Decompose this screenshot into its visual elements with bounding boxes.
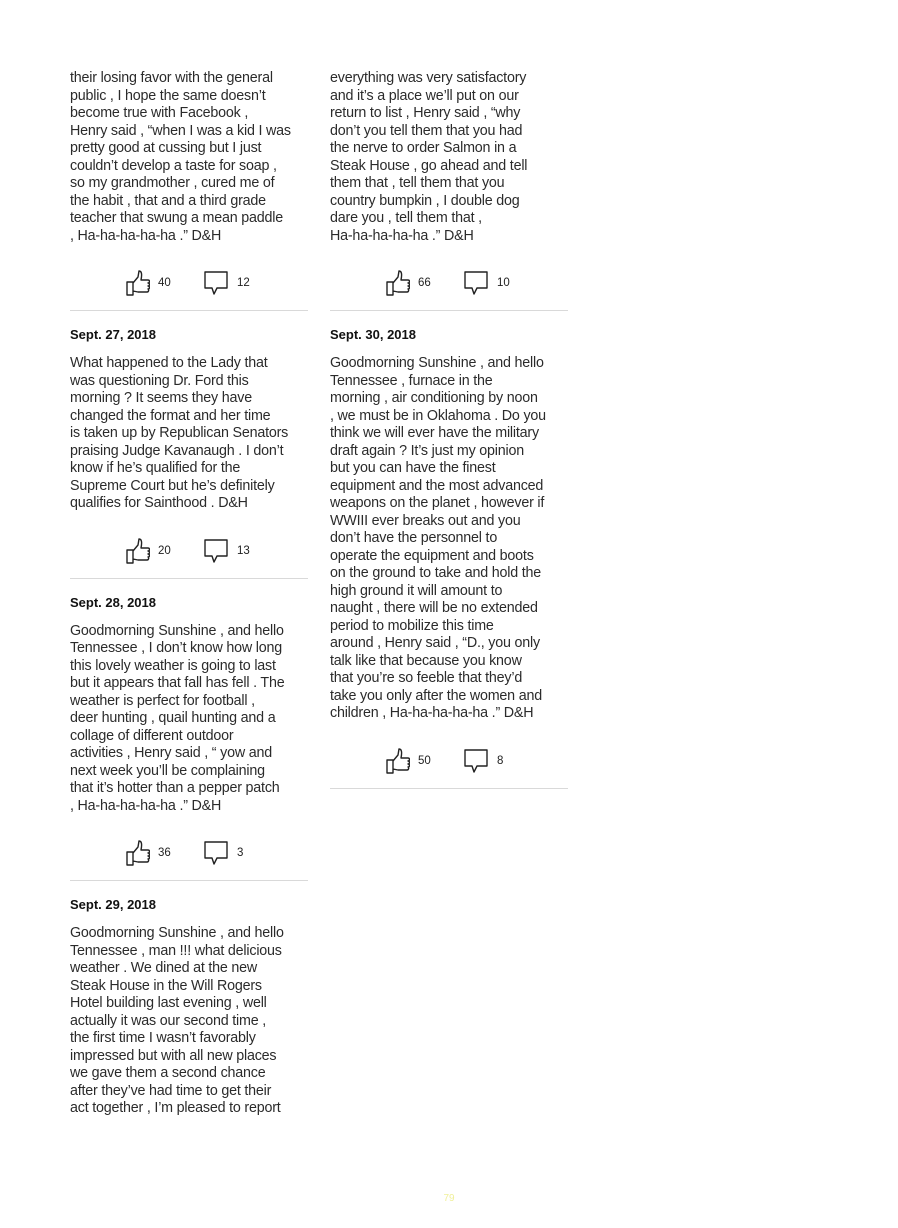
- thumbs-up-icon: [126, 270, 150, 296]
- post-entry: [70, 897, 308, 1118]
- comment-button[interactable]: [463, 746, 503, 776]
- comment-bubble-icon: [203, 269, 229, 297]
- divider: [70, 880, 308, 881]
- like-button[interactable]: [386, 746, 431, 776]
- post-text: Goodmorning Sunshine , and hello Tennessee , furnace in the morning , air conditioning by noon , we must be in Oklahoma . Do you think we will ever have the military draft again ? It’s just my opinion but you can have the finest equipment and the most advanced weapons on the planet , however if WWIII ever breaks out and you don’t have the personnel to operate the equipment and boots on the ground to take and hold the high ground it will amount to naught , there will be no extended period to mobilize this time around , Henry said , “D., you only talk like that because you know that you’re so feeble that they’d take you only after the women and children , Ha-ha-ha-ha-ha .” D&H: [330, 355, 546, 721]
- comment-button[interactable]: [463, 268, 510, 298]
- post-text: Goodmorning Sunshine , and hello Tennessee , man !!! what delicious weather . We dined at the new Steak House in the Will Rogers Hotel building last evening , well actually it was our second time , the first time I wasn’t favorably impressed but with all new places we gave them a second chance after they’ve had time to get their act together , I’m pleased to report: [70, 925, 284, 1116]
- right-column: [330, 70, 568, 789]
- divider: [330, 310, 568, 311]
- post-date: Sept. 28, 2018: [70, 594, 156, 610]
- divider: [330, 788, 568, 789]
- post-stats: [70, 838, 308, 872]
- comment-count: 10: [497, 277, 510, 289]
- comment-button[interactable]: [203, 536, 250, 566]
- like-count: 20: [158, 544, 171, 557]
- post-date: Sept. 27, 2018: [70, 327, 156, 342]
- comment-bubble-icon: [463, 269, 489, 297]
- post-entry: [70, 327, 308, 579]
- comment-bubble-icon: [203, 537, 229, 565]
- like-count: 66: [418, 277, 431, 289]
- comment-button[interactable]: [203, 268, 250, 298]
- comment-bubble-icon: [203, 839, 229, 867]
- comment-count: 13: [237, 544, 250, 557]
- post-stats: [330, 746, 568, 780]
- page-number: 79: [443, 1193, 455, 1204]
- comment-bubble-icon: [463, 747, 489, 775]
- post-stats: [330, 268, 568, 302]
- post-text: What happened to the Lady that was questioning Dr. Ford this morning ? It seems they have changed the format and her time is taken up by Republican Senators praising Judge Kavanaugh . I don’t know if he’s qualified for the Supreme Court but he’s definitely qualifies for Sainthood . D&H: [70, 355, 289, 511]
- like-count: 36: [158, 847, 171, 859]
- comment-button[interactable]: [203, 838, 243, 868]
- post-entry: [330, 70, 568, 311]
- like-count: 40: [158, 277, 171, 289]
- thumbs-up-icon: [126, 840, 150, 866]
- like-count: 50: [418, 754, 431, 767]
- divider: [70, 310, 308, 311]
- comment-count: 12: [237, 277, 250, 289]
- like-button[interactable]: [126, 536, 171, 566]
- post-text: their losing favor with the general public , I hope the same doesn’t become true with Facebook , Henry said , “when I was a kid I was pretty good at cussing but I just couldn’t develop a taste for soap , so my grandmother , cured me of the habit , that and a third grade teacher that swung a mean paddle , Ha-ha-ha-ha-ha .” D&H: [70, 70, 291, 244]
- post-text: everything was very satisfactory and it’s a place we’ll put on our return to list , Henry said , “why don’t you tell them that you had the nerve to order Salmon in a Steak House , go ahead and tell them that , tell them that you country bumpkin , I double dog dare you , tell them that , Ha-ha-ha-ha-ha .” D&H: [330, 70, 528, 244]
- comment-count: 8: [497, 754, 504, 767]
- comment-count: 3: [237, 847, 244, 859]
- post-stats: [70, 536, 308, 570]
- like-button[interactable]: [126, 268, 171, 298]
- thumbs-up-icon: [386, 748, 410, 774]
- divider: [70, 578, 308, 579]
- left-column: [70, 70, 308, 1118]
- post-text: Goodmorning Sunshine , and hello Tennessee , I don’t know how long this lovely weather is going to last but it appears that fall has fell . The weather is perfect for football , deer hunting , quail hunting and a collage of different outdoor activities , Henry said , “ yow and next week you’ll be complaining that it’s hotter than a pepper patch , Ha-ha-ha-ha-ha .” D&H: [70, 622, 285, 814]
- post-entry: [70, 70, 308, 311]
- like-button[interactable]: [386, 268, 431, 298]
- post-entry: [70, 595, 308, 882]
- post-date: Sept. 29, 2018: [70, 897, 156, 912]
- thumbs-up-icon: [386, 270, 410, 296]
- post-date: Sept. 30, 2018: [330, 327, 416, 342]
- thumbs-up-icon: [126, 538, 150, 564]
- like-button[interactable]: [126, 838, 171, 868]
- post-stats: [70, 268, 308, 302]
- post-entry: [330, 327, 568, 789]
